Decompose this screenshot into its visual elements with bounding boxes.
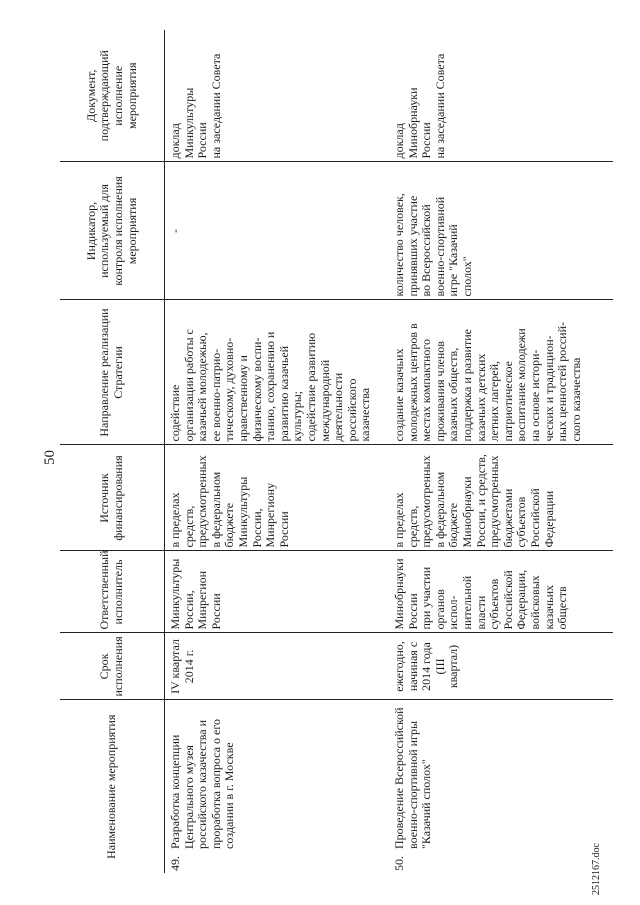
row-document: доклад Минкультуры России на заседании Совета [165, 30, 390, 162]
header-responsible: Ответственный исполнитель [60, 551, 165, 633]
row-document: доклад Минобрнауки России на заседании Совета [389, 30, 613, 162]
row-number: 49. [168, 856, 182, 871]
row-source: в пределах средств, предусмотренных в федеральном бюджете Минобрнауки России, и средств, предусмотренных бюджетами субъектов Российской Федерации [389, 445, 613, 551]
row-term: ежегодно, начиная с 2014 года (III квартал) [389, 633, 613, 700]
row-source: в пределах средств, предусмотренных в федеральном бюджете Минкультуры России, Минрегиону России [165, 445, 390, 551]
row-responsible: Минобрнауки России при участии органов испол- нительной власти субъектов Российской Федерации, войсковых казачьих обществ [389, 551, 613, 633]
table-row [165, 30, 390, 873]
page-number: 50 [42, 450, 58, 465]
row-indicator: количество человек, принявших участие во Всероссийской военно-спортивной игре "Казачий сполох" [389, 162, 613, 300]
row-responsible: Минкультуры России, Минрегион России [165, 551, 390, 633]
row-direction: создание казачьих молодежных центров в местах компактного проживания членов казачьих обществ, поддержка и развитие казачьих детских летних лагерей, патриотическое воспитание молодежи на основе истори- ческих и традицион- ных ценностей россий- ского казачества [389, 300, 613, 445]
header-name: Наименование мероприятия [60, 700, 165, 873]
header-term: Срок исполнения [60, 633, 165, 700]
row-term: IV квартал 2014 г. [165, 633, 390, 700]
row-number: 50. [392, 856, 406, 871]
row-name: Разработка концепции Центрального музея российского казачества и проработка вопроса о его создании в г. Москве [168, 719, 237, 849]
header-source: Источник финансирования [60, 445, 165, 551]
events-table [60, 30, 613, 873]
row-name: Проведение Всероссийской военно-спортивной игры "Казачий сполох" [392, 707, 434, 849]
header-indicator: Индикатор, используемый для контроля исполнения мероприятия [60, 162, 165, 300]
header-direction: Направление реализации Стратегии [60, 300, 165, 445]
row-indicator: - [165, 162, 390, 300]
footer-file-code: 2512167.doc [591, 843, 602, 895]
row-name-cell [389, 700, 613, 873]
table-row [389, 30, 613, 873]
row-direction: содействие организации работы с казачьей молодежью, ее военно-патрио- тическому, духовно- нравственному и физическому воспи- танию, сохранению и развитию казачьей культуры; содействие развитию международной деятельности российского казачества [165, 300, 390, 445]
table-header-row [60, 30, 165, 873]
header-document: Документ, подтверждающий исполнение мероприятия [60, 30, 165, 162]
row-name-cell [165, 700, 390, 873]
